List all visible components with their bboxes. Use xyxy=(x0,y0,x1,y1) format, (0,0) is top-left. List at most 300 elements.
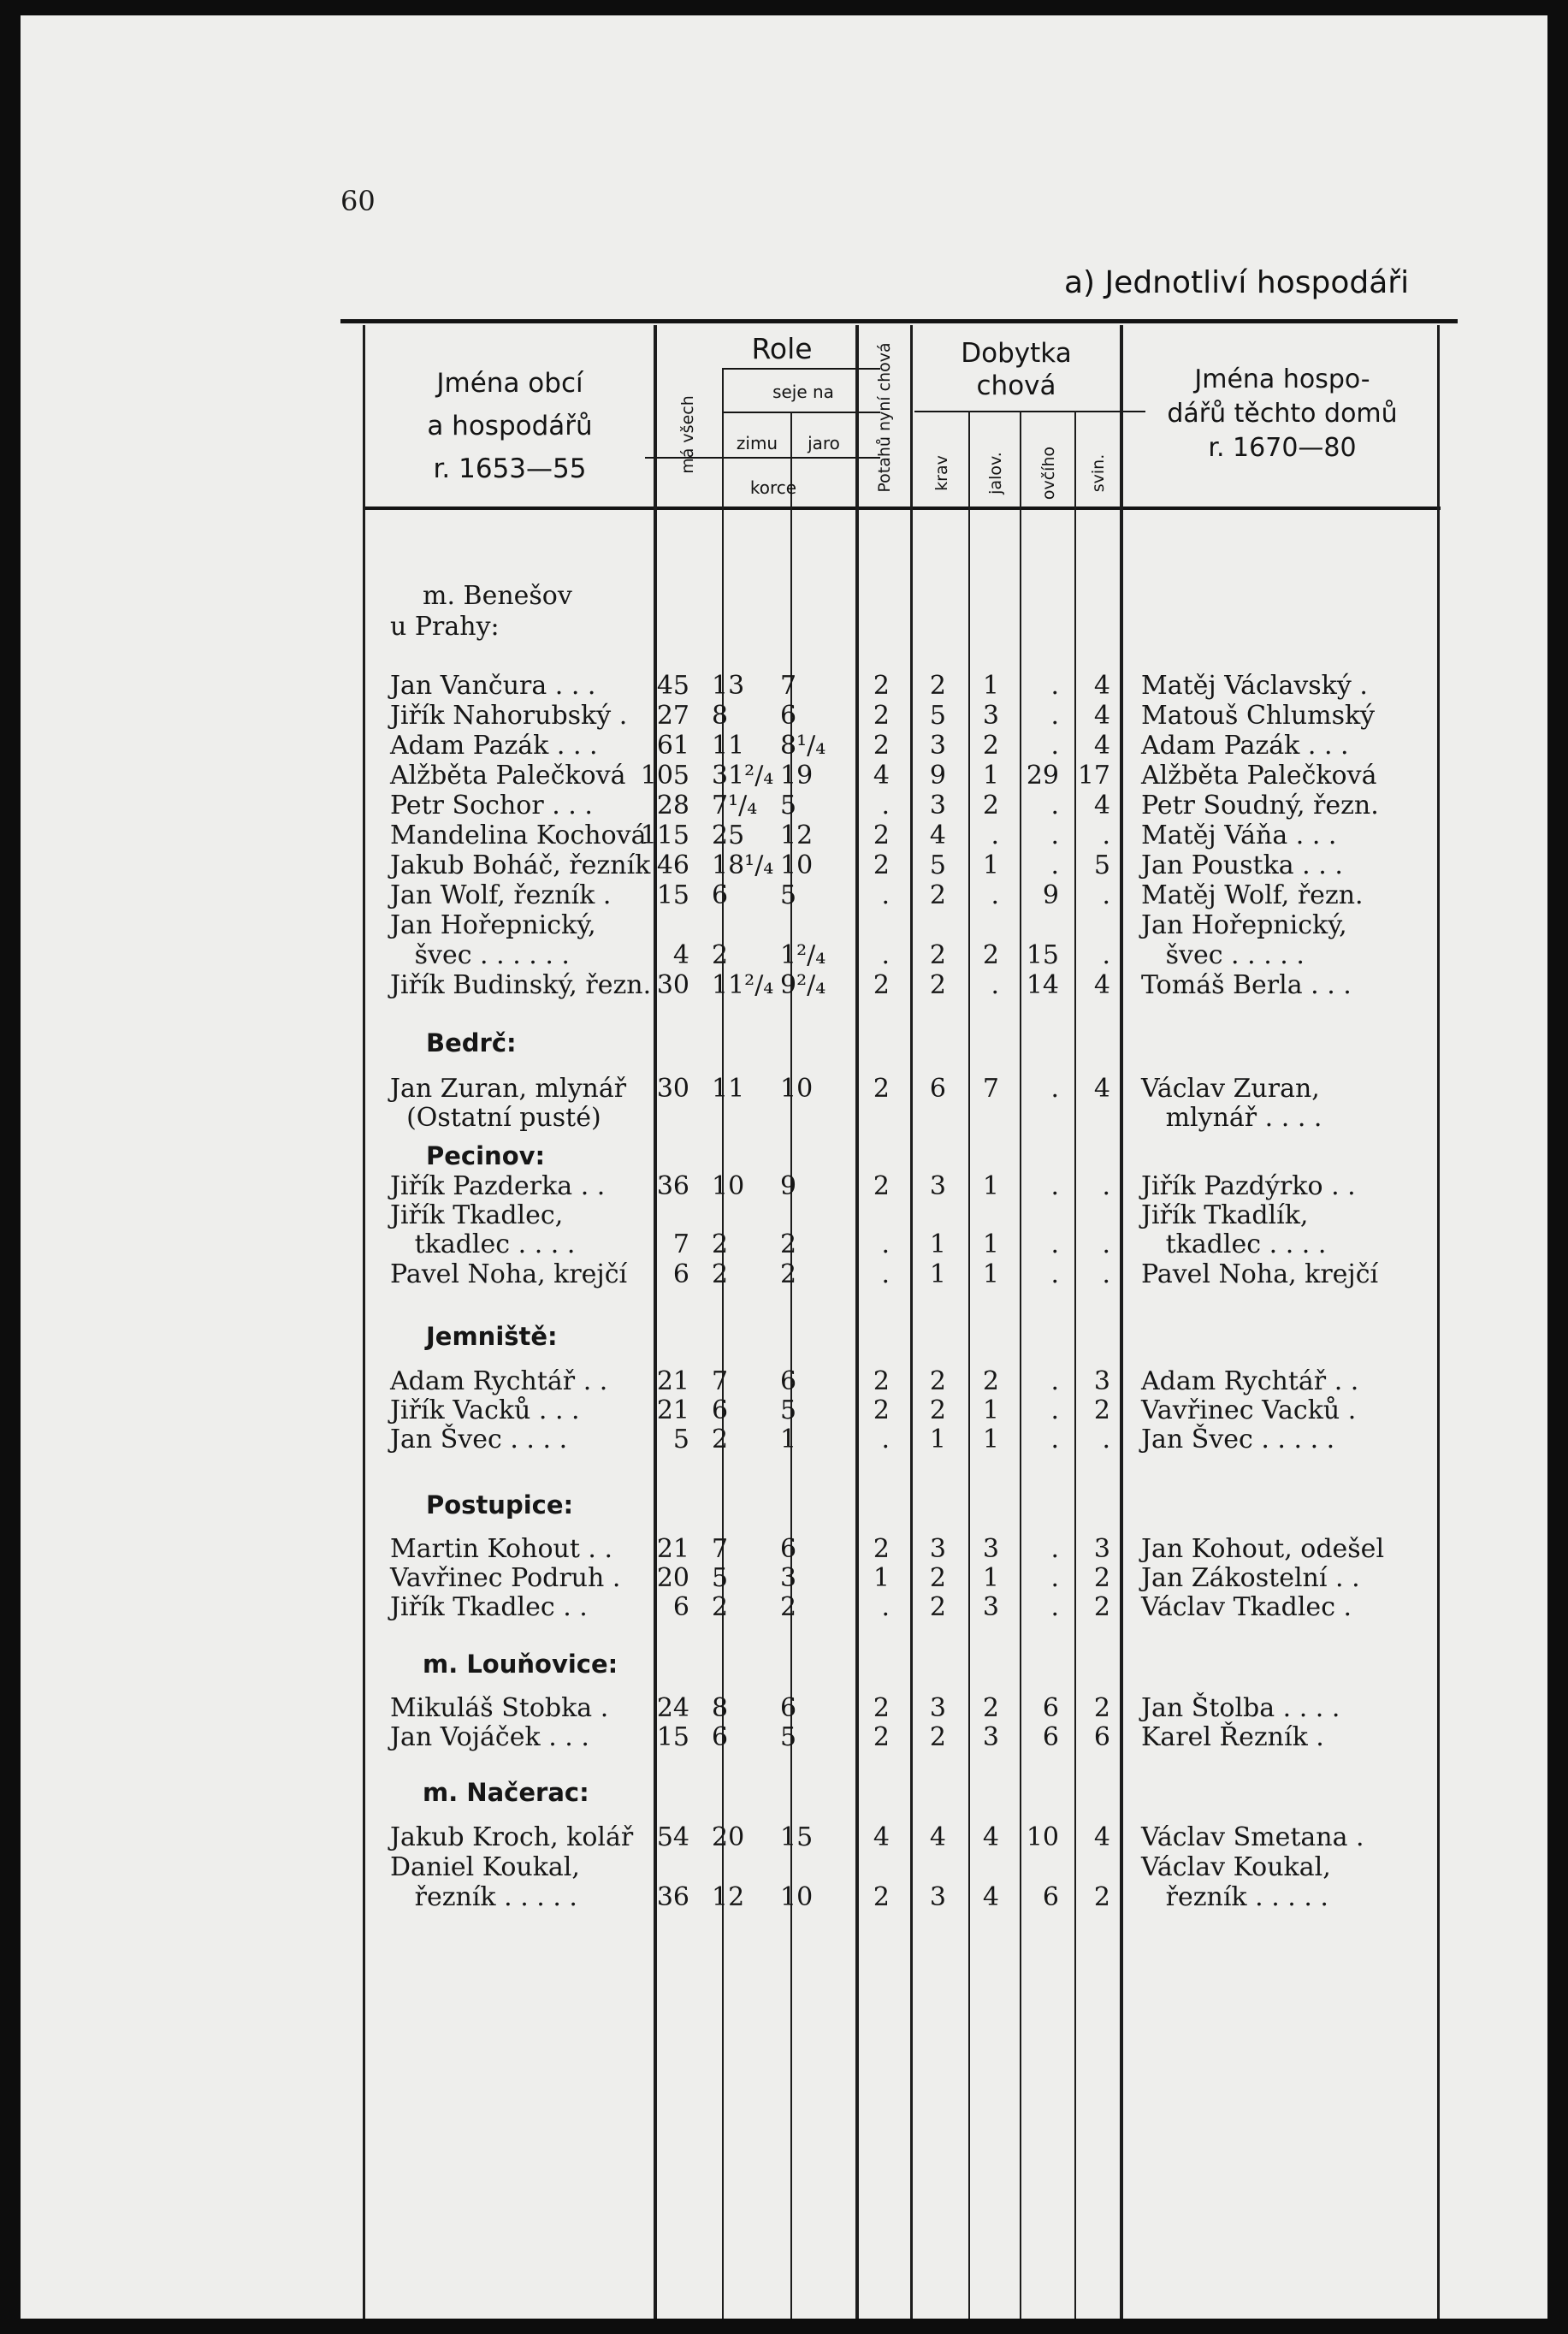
cell-ovciho: . xyxy=(1050,701,1059,731)
cell-successor: Jan Hořepnický, xyxy=(1141,910,1347,940)
group-heading: Pecinov: xyxy=(426,1141,546,1170)
cell-successor: Matouš Chlumský xyxy=(1141,701,1376,731)
cell-jaro: 3 xyxy=(780,1563,797,1593)
cell-krav: 3 xyxy=(929,1693,946,1723)
table-row xyxy=(363,1883,1441,1912)
cell-jaro: 2 xyxy=(780,1259,797,1289)
cell-jalov: 1 xyxy=(982,1395,999,1425)
cell-successor: Pavel Noha, krejčí xyxy=(1141,1259,1379,1289)
cell-svin: 17 xyxy=(1077,761,1110,791)
cell-zimu: 6 xyxy=(712,1722,729,1752)
cell-name: Jakub Kroch, kolář xyxy=(390,1822,634,1852)
cell-zimu: 7 xyxy=(712,1366,729,1396)
cell-svin: 4 xyxy=(1093,731,1110,761)
cell-ovciho: . xyxy=(1050,820,1059,850)
cell-jalov: 2 xyxy=(982,940,999,970)
cell-jalov: 4 xyxy=(982,1822,999,1852)
cell-jaro: 1 xyxy=(780,1425,797,1454)
cell-name: Jakub Boháč, řezník xyxy=(390,850,651,880)
header-ovciho: ovčího xyxy=(1039,446,1058,501)
cell-jaro: 6 xyxy=(780,1693,797,1723)
cell-potahu: 2 xyxy=(873,1074,890,1104)
cell-krav: 3 xyxy=(929,731,946,761)
cell-name: Jiřík Tkadlec, xyxy=(390,1200,564,1230)
book-page xyxy=(21,15,1547,2319)
table-row xyxy=(363,941,1441,970)
cell-ma-vsech: 15 xyxy=(656,1722,689,1752)
header-jaro: jaro xyxy=(808,433,840,453)
cell-successor: Václav Tkadlec . xyxy=(1141,1592,1352,1622)
cell-jalov: 2 xyxy=(982,731,999,761)
cell-ma-vsech: 61 xyxy=(656,731,689,761)
cell-krav: 2 xyxy=(929,1366,946,1396)
cell-name: Petr Sochor . . . xyxy=(390,791,593,820)
cell-name: tkadlec . . . . xyxy=(390,1229,576,1259)
cell-krav: 1 xyxy=(929,1229,946,1259)
cell-jaro: 6 xyxy=(780,701,797,731)
cell-ma-vsech: 30 xyxy=(656,970,689,1000)
cell-zimu: 11 xyxy=(712,1074,745,1104)
cell-potahu: 2 xyxy=(873,1693,890,1723)
cell-svin: 3 xyxy=(1093,1366,1110,1396)
cell-successor: Václav Smetana . xyxy=(1141,1822,1364,1852)
cell-potahu: 2 xyxy=(873,731,890,761)
cell-potahu: 1 xyxy=(873,1563,890,1593)
cell-name: Jan Hořepnický, xyxy=(390,910,596,940)
cell-successor: Jan Švec . . . . . xyxy=(1141,1425,1335,1454)
cell-ma-vsech: 54 xyxy=(656,1822,689,1852)
cell-ovciho: . xyxy=(1050,1425,1059,1454)
cell-ovciho: . xyxy=(1050,1229,1059,1259)
cell-ovciho: 6 xyxy=(1042,1882,1059,1912)
group-heading: Postupice: xyxy=(426,1490,574,1519)
cell-name: (Ostatní pusté) xyxy=(390,1103,601,1133)
cell-svin: 4 xyxy=(1093,701,1110,731)
cell-ma-vsech: 105 xyxy=(640,761,689,791)
cell-krav: 5 xyxy=(929,850,946,880)
cell-zimu: 7 xyxy=(712,1534,729,1564)
table-body xyxy=(363,15,1441,2319)
cell-name: Vavřinec Podruh . xyxy=(390,1563,621,1593)
cell-svin: 2 xyxy=(1093,1592,1110,1622)
page-number: 60 xyxy=(340,185,376,217)
header-potahu: Potahů nyní chová xyxy=(875,342,894,493)
cell-jalov: 2 xyxy=(982,791,999,820)
cell-successor: Alžběta Palečková xyxy=(1141,761,1377,791)
cell-jalov: 1 xyxy=(982,1563,999,1593)
cell-svin: 4 xyxy=(1093,970,1110,1000)
cell-zimu: 2 xyxy=(712,1229,729,1259)
cell-potahu: 2 xyxy=(873,1395,890,1425)
group-heading: m. Benešov xyxy=(423,581,572,611)
cell-ovciho: 15 xyxy=(1026,940,1059,970)
cell-jalov: 3 xyxy=(982,1534,999,1564)
cell-name: švec . . . . . . xyxy=(390,940,570,970)
cell-ovciho: 6 xyxy=(1042,1693,1059,1723)
header-names-1670: Jména hospo- dářů těchto domů r. 1670—80 xyxy=(1167,364,1398,463)
cell-name: Jiřík Vacků . . . xyxy=(390,1395,580,1425)
cell-zimu: 31²/₄ xyxy=(712,761,774,791)
cell-jaro: 10 xyxy=(780,850,814,880)
cell-successor: Petr Soudný, řezn. xyxy=(1141,791,1379,820)
cell-svin: . xyxy=(1102,1171,1110,1201)
table-row xyxy=(363,1535,1441,1564)
cell-name: Jiřík Budinský, řezn. xyxy=(390,970,652,1000)
table-row xyxy=(363,1694,1441,1723)
cell-potahu: 2 xyxy=(873,1722,890,1752)
cell-successor: Jan Poustka . . . xyxy=(1141,850,1343,880)
cell-ma-vsech: 115 xyxy=(640,820,689,850)
header-zimu: zimu xyxy=(736,433,778,453)
cell-ma-vsech: 21 xyxy=(656,1395,689,1425)
cell-jalov: 1 xyxy=(982,850,999,880)
table-row xyxy=(363,761,1441,791)
cell-krav: 1 xyxy=(929,1425,946,1454)
cell-jaro: 2 xyxy=(780,1592,797,1622)
cell-jaro: 7 xyxy=(780,671,797,701)
cell-svin: 2 xyxy=(1093,1563,1110,1593)
cell-ovciho: . xyxy=(1050,1366,1059,1396)
cell-krav: 2 xyxy=(929,1592,946,1622)
table-row xyxy=(363,1723,1441,1752)
cell-potahu: 2 xyxy=(873,820,890,850)
cell-ma-vsech: 20 xyxy=(656,1563,689,1593)
cell-successor: mlynář . . . . xyxy=(1141,1103,1322,1133)
cell-ma-vsech: 36 xyxy=(656,1882,689,1912)
cell-ovciho: . xyxy=(1050,1171,1059,1201)
cell-potahu: . xyxy=(881,940,890,970)
cell-zimu: 2 xyxy=(712,1592,729,1622)
cell-krav: 2 xyxy=(929,940,946,970)
cell-name: Jan Wolf, řezník . xyxy=(390,880,612,910)
cell-successor: Tomáš Berla . . . xyxy=(1141,970,1352,1000)
cell-zimu: 2 xyxy=(712,940,729,970)
cell-jaro: 15 xyxy=(780,1822,814,1852)
cell-krav: 4 xyxy=(929,820,946,850)
header-krav: krav xyxy=(932,455,951,491)
table-row xyxy=(363,1260,1441,1289)
cell-potahu: 2 xyxy=(873,1171,890,1201)
cell-successor: Jiřík Tkadlík, xyxy=(1141,1200,1309,1230)
cell-name: Jan Švec . . . . xyxy=(390,1425,568,1454)
cell-name: Mandelina Kochová xyxy=(390,820,647,850)
cell-zimu: 6 xyxy=(712,1395,729,1425)
cell-jalov: . xyxy=(991,820,999,850)
cell-jaro: 6 xyxy=(780,1366,797,1396)
cell-name: Jan Vojáček . . . xyxy=(390,1722,589,1752)
cell-successor: Václav Zuran, xyxy=(1141,1074,1320,1104)
cell-potahu: . xyxy=(881,1592,890,1622)
table-row xyxy=(363,791,1441,820)
cell-successor: Jan Kohout, odešel xyxy=(1141,1534,1385,1564)
cell-svin: 3 xyxy=(1093,1534,1110,1564)
cell-potahu: . xyxy=(881,791,890,820)
cell-name: Jiřík Pazderka . . xyxy=(390,1171,606,1201)
cell-successor: Karel Řezník . xyxy=(1141,1722,1324,1752)
cell-ovciho: . xyxy=(1050,1074,1059,1104)
cell-jalov: 7 xyxy=(982,1074,999,1104)
cell-ma-vsech: 6 xyxy=(672,1259,689,1289)
cell-krav: 3 xyxy=(929,1882,946,1912)
cell-name: Pavel Noha, krejčí xyxy=(390,1259,628,1289)
cell-potahu: . xyxy=(881,1425,890,1454)
cell-jalov: 1 xyxy=(982,1229,999,1259)
table-row xyxy=(363,1201,1441,1230)
cell-jaro: 5 xyxy=(780,1395,797,1425)
cell-potahu: 4 xyxy=(873,1822,890,1852)
cell-jalov: . xyxy=(991,880,999,910)
cell-svin: 2 xyxy=(1093,1882,1110,1912)
cell-ovciho: . xyxy=(1050,1563,1059,1593)
table-row xyxy=(363,1853,1441,1882)
cell-ovciho: . xyxy=(1050,1259,1059,1289)
cell-jalov: 3 xyxy=(982,701,999,731)
cell-zimu: 11 xyxy=(712,731,745,761)
cell-ovciho: 29 xyxy=(1026,761,1059,791)
cell-jalov: 3 xyxy=(982,1592,999,1622)
cell-name: Jiřík Nahorubský . xyxy=(390,701,628,731)
cell-ovciho: . xyxy=(1050,731,1059,761)
cell-name: Alžběta Palečková xyxy=(390,761,626,791)
cell-zimu: 2 xyxy=(712,1425,729,1454)
cell-jaro: 2 xyxy=(780,1229,797,1259)
table-row xyxy=(363,732,1441,761)
section-title: a) Jednotliví hospodáři xyxy=(1064,265,1410,300)
cell-name: Martin Kohout . . xyxy=(390,1534,613,1564)
cell-svin: . xyxy=(1102,820,1110,850)
cell-successor: švec . . . . . xyxy=(1141,940,1305,970)
cell-svin: . xyxy=(1102,1259,1110,1289)
cell-ma-vsech: 21 xyxy=(656,1534,689,1564)
cell-jaro: 5 xyxy=(780,791,797,820)
header-svin: svin. xyxy=(1089,453,1108,493)
cell-potahu: . xyxy=(881,1259,890,1289)
cell-jaro: 8¹/₄ xyxy=(780,731,826,761)
cell-potahu: 2 xyxy=(873,701,890,731)
header-ma-vsech: má všech xyxy=(678,395,697,474)
cell-jaro: 5 xyxy=(780,1722,797,1752)
cell-ovciho: . xyxy=(1050,1592,1059,1622)
group-heading: u Prahy: xyxy=(390,612,500,642)
cell-krav: 2 xyxy=(929,671,946,701)
cell-svin: 2 xyxy=(1093,1693,1110,1723)
header-role: Role xyxy=(751,332,813,365)
cell-successor: Adam Rychtář . . xyxy=(1141,1366,1359,1396)
cell-potahu: 4 xyxy=(873,761,890,791)
table-row xyxy=(363,851,1441,880)
cell-potahu: 2 xyxy=(873,850,890,880)
cell-zimu: 13 xyxy=(712,671,745,701)
cell-jalov: 2 xyxy=(982,1366,999,1396)
cell-jaro: 6 xyxy=(780,1534,797,1564)
cell-name: Adam Rychtář . . xyxy=(390,1366,608,1396)
cell-svin: 6 xyxy=(1093,1722,1110,1752)
cell-successor: Vavřinec Vacků . xyxy=(1141,1395,1357,1425)
table-row xyxy=(363,672,1441,701)
cell-zimu: 8 xyxy=(712,701,729,731)
cell-successor: Matěj Václavský . xyxy=(1141,671,1368,701)
cell-zimu: 25 xyxy=(712,820,745,850)
cell-zimu: 12 xyxy=(712,1882,745,1912)
cell-krav: 2 xyxy=(929,1722,946,1752)
table-row xyxy=(363,821,1441,850)
cell-successor: tkadlec . . . . xyxy=(1141,1229,1327,1259)
cell-potahu: 2 xyxy=(873,1882,890,1912)
table-row xyxy=(363,1367,1441,1396)
group-heading: Bedrč: xyxy=(426,1028,517,1057)
cell-ovciho: 10 xyxy=(1026,1822,1059,1852)
cell-successor: Václav Koukal, xyxy=(1141,1852,1331,1882)
cell-ma-vsech: 5 xyxy=(672,1425,689,1454)
cell-potahu: 2 xyxy=(873,671,890,701)
cell-jaro: 9²/₄ xyxy=(780,970,826,1000)
table-row xyxy=(363,881,1441,910)
cell-ovciho: . xyxy=(1050,791,1059,820)
cell-jaro: 1²/₄ xyxy=(780,940,826,970)
table-row xyxy=(363,1425,1441,1454)
group-heading: Jemniště: xyxy=(426,1322,558,1351)
table-row xyxy=(363,1230,1441,1259)
cell-ma-vsech: 7 xyxy=(672,1229,689,1259)
cell-successor: řezník . . . . . xyxy=(1141,1882,1328,1912)
cell-svin: 4 xyxy=(1093,1074,1110,1104)
cell-ma-vsech: 21 xyxy=(656,1366,689,1396)
cell-krav: 3 xyxy=(929,791,946,820)
table-row xyxy=(363,702,1441,731)
cell-jalov: 1 xyxy=(982,671,999,701)
cell-jaro: 5 xyxy=(780,880,797,910)
cell-name: řezník . . . . . xyxy=(390,1882,577,1912)
cell-svin: . xyxy=(1102,1229,1110,1259)
cell-zimu: 2 xyxy=(712,1259,729,1289)
cell-krav: 3 xyxy=(929,1171,946,1201)
cell-jalov: 1 xyxy=(982,761,999,791)
cell-svin: . xyxy=(1102,1425,1110,1454)
table-row xyxy=(363,1593,1441,1622)
cell-svin: 4 xyxy=(1093,1822,1110,1852)
cell-jaro: 19 xyxy=(780,761,814,791)
cell-zimu: 10 xyxy=(712,1171,745,1201)
cell-zimu: 5 xyxy=(712,1563,729,1593)
cell-svin: 2 xyxy=(1093,1395,1110,1425)
cell-name: Mikuláš Stobka . xyxy=(390,1693,609,1723)
cell-jalov: 1 xyxy=(982,1259,999,1289)
cell-jalov: 2 xyxy=(982,1693,999,1723)
cell-ma-vsech: 15 xyxy=(656,880,689,910)
cell-zimu: 11²/₄ xyxy=(712,970,774,1000)
cell-potahu: 2 xyxy=(873,970,890,1000)
cell-potahu: 2 xyxy=(873,1534,890,1564)
cell-zimu: 8 xyxy=(712,1693,729,1723)
cell-name: Jan Zuran, mlynář xyxy=(390,1074,627,1104)
cell-ovciho: . xyxy=(1050,1395,1059,1425)
table-row xyxy=(363,911,1441,940)
cell-zimu: 6 xyxy=(712,880,729,910)
cell-jalov: 3 xyxy=(982,1722,999,1752)
cell-successor: Jan Štolba . . . . xyxy=(1141,1693,1340,1723)
cell-successor: Matěj Wolf, řezn. xyxy=(1141,880,1364,910)
cell-svin: . xyxy=(1102,880,1110,910)
cell-svin: 5 xyxy=(1093,850,1110,880)
table-row xyxy=(363,1075,1441,1104)
cell-ma-vsech: 36 xyxy=(656,1171,689,1201)
cell-zimu: 20 xyxy=(712,1822,745,1852)
cell-jaro: 12 xyxy=(780,820,814,850)
cell-ovciho: . xyxy=(1050,1534,1059,1564)
cell-successor: Matěj Váňa . . . xyxy=(1141,820,1337,850)
cell-jalov: 4 xyxy=(982,1882,999,1912)
cell-ma-vsech: 6 xyxy=(672,1592,689,1622)
cell-jalov: . xyxy=(991,970,999,1000)
table-row xyxy=(363,1104,1441,1133)
group-heading: m. Načerac: xyxy=(423,1778,589,1807)
cell-jalov: 1 xyxy=(982,1425,999,1454)
cell-ma-vsech: 28 xyxy=(656,791,689,820)
cell-ma-vsech: 30 xyxy=(656,1074,689,1104)
cell-krav: 6 xyxy=(929,1074,946,1104)
header-jalov: jalov. xyxy=(986,452,1005,495)
cell-potahu: . xyxy=(881,880,890,910)
header-korce: korce xyxy=(749,477,797,498)
cell-jalov: 1 xyxy=(982,1171,999,1201)
cell-krav: 1 xyxy=(929,1259,946,1289)
cell-name: Jiřík Tkadlec . . xyxy=(390,1592,588,1622)
cell-ma-vsech: 4 xyxy=(672,940,689,970)
cell-ovciho: 14 xyxy=(1026,970,1059,1000)
cell-ma-vsech: 27 xyxy=(656,701,689,731)
cell-successor: Adam Pazák . . . xyxy=(1141,731,1349,761)
cell-name: Jan Vančura . . . xyxy=(390,671,596,701)
cell-krav: 2 xyxy=(929,1563,946,1593)
cell-name: Daniel Koukal, xyxy=(390,1852,580,1882)
cell-successor: Jan Zákostelní . . xyxy=(1141,1563,1360,1593)
cell-ovciho: 6 xyxy=(1042,1722,1059,1752)
cell-name: Adam Pazák . . . xyxy=(390,731,598,761)
cell-jaro: 9 xyxy=(780,1171,797,1201)
cell-krav: 9 xyxy=(929,761,946,791)
cell-krav: 2 xyxy=(929,1395,946,1425)
table-row xyxy=(363,1564,1441,1593)
cell-zimu: 18¹/₄ xyxy=(712,850,774,880)
cell-krav: 5 xyxy=(929,701,946,731)
group-heading: m. Louňovice: xyxy=(423,1650,618,1679)
cell-krav: 2 xyxy=(929,970,946,1000)
cell-potahu: . xyxy=(881,1229,890,1259)
cell-ma-vsech: 24 xyxy=(656,1693,689,1723)
cell-potahu: 2 xyxy=(873,1366,890,1396)
table-row xyxy=(363,1396,1441,1425)
cell-krav: 4 xyxy=(929,1822,946,1852)
cell-ma-vsech: 46 xyxy=(656,850,689,880)
cell-ovciho: . xyxy=(1050,671,1059,701)
table-row xyxy=(363,1823,1441,1852)
header-names-1653: Jména obcí a hospodářů r. 1653—55 xyxy=(427,368,593,484)
header-dobytka: Dobytka chová xyxy=(961,338,1072,401)
cell-ma-vsech: 45 xyxy=(656,671,689,701)
cell-svin: . xyxy=(1102,940,1110,970)
table-row xyxy=(363,1172,1441,1201)
cell-ovciho: 9 xyxy=(1042,880,1059,910)
cell-svin: 4 xyxy=(1093,791,1110,820)
cell-zimu: 7¹/₄ xyxy=(712,791,758,820)
cell-svin: 4 xyxy=(1093,671,1110,701)
cell-successor: Jiřík Pazdýrko . . xyxy=(1141,1171,1356,1201)
cell-krav: 3 xyxy=(929,1534,946,1564)
header-seje-na: seje na xyxy=(772,382,834,402)
cell-ovciho: . xyxy=(1050,850,1059,880)
cell-krav: 2 xyxy=(929,880,946,910)
cell-jaro: 10 xyxy=(780,1074,814,1104)
